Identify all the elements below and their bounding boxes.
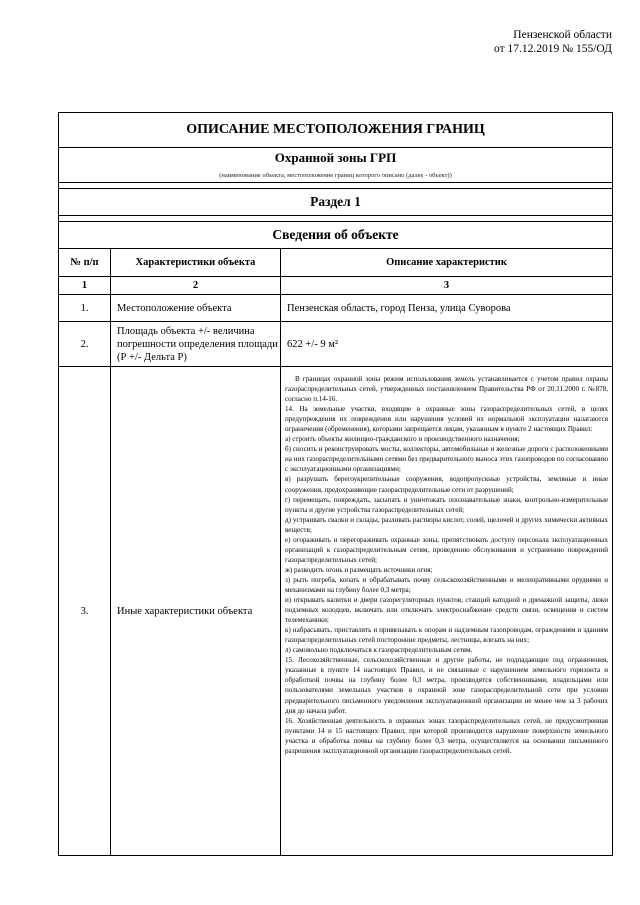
- table-row: [59, 295, 613, 322]
- table-row: [59, 322, 613, 367]
- paragraph: 16. Хозяйственная деятельность в охранных зонах газораспределительных сетей, не предусмотренная пунктами 14 и 15 настоящих Правил, при которой производится нарушение поверхности земельного участка и обработка почвы на глубину более 0,3 метра, осуществляется на основании письменного разрешения эксплуатационной организации газораспределительных сетей.: [285, 716, 609, 755]
- column-header-number: № п/п: [59, 249, 111, 277]
- subtitle-caption: (наименование объекта, местоположение границ которого описано (далее - объект)): [59, 169, 613, 183]
- paragraph: е) огораживать и перегораживать охранные зоны, препятствовать доступу персонала эксплуатационных организаций к газораспределительным сетям, проведению обслуживания и устранению повреждений газораспределительных сетей;: [285, 535, 609, 564]
- paragraph: 14. На земельные участки, входящие в охранные зоны газораспределительных сетей, в целях предупреждения их повреждения или нарушения условий их нормальной эксплуатации налагаются ограничения (обременения), которыми запрещается лицам, указанным в пункте 2 настоящих Правил:: [285, 405, 609, 434]
- column-number: 1: [59, 277, 111, 295]
- subtitle-row: [59, 148, 613, 170]
- row-characteristic: Площадь объекта +/- величина погрешности определения площади (Р +/- Дельта Р): [111, 322, 281, 367]
- row-number: 1.: [59, 295, 111, 322]
- row-number: 3.: [59, 367, 111, 856]
- paragraph: ж) разводить огонь и размещать источники огня;: [285, 565, 433, 574]
- paragraph: б) сносить и реконструировать мосты, коллекторы, автомобильные и железные дороги с расположенными на них газораспределительными сетями без предварительного выноса этих газопроводов по согласованию с эксплуатационными организациями;: [285, 445, 609, 474]
- section-title-row: [59, 222, 613, 249]
- column-number: 2: [111, 277, 281, 295]
- row-characteristic: Местоположение объекта: [111, 295, 281, 322]
- column-number: 3: [281, 277, 613, 295]
- column-number-row: [59, 277, 613, 295]
- restrictions-text: [281, 367, 612, 756]
- column-header-characteristic: Характеристики объекта: [111, 249, 281, 277]
- paragraph: в) разрушать берегоукрепительные сооружения, водопропускные устройства, земляные и иные сооружения, предохраняющие газораспределительные сети от разрушений;: [285, 475, 609, 494]
- paragraph: з) рыть погреба, копать и обрабатывать почву сельскохозяйственными и мелиоративными орудиями и механизмами на глубину более 0,3 метра;: [285, 575, 609, 594]
- table-row: [59, 367, 613, 856]
- row-description: Пензенская область, город Пенза, улица Суворова: [281, 295, 613, 322]
- column-header-row: [59, 249, 613, 277]
- paragraph: г) перемещать, повреждать, засыпать и уничтожать опознавательные знаки, контрольно-измерительные пункты и другие устройства газораспределительных сетей;: [285, 495, 609, 514]
- paragraph: а) строить объекты жилищно-гражданского и производственного назначения;: [285, 435, 520, 444]
- section-heading: Раздел 1: [59, 189, 613, 216]
- section-title: Сведения об объекте: [59, 222, 613, 249]
- boundary-description-table: [58, 112, 613, 856]
- caption-row: [59, 169, 613, 183]
- header-region-line: Пензенской области: [513, 29, 612, 41]
- paragraph: В границах охранной зоны режим использования земель устанавливается с учетом правил охраны газораспределительных сетей, утвержденных постановлением Правительства РФ от 20.11.2000 г. №878, согласно п.14-16.: [285, 375, 609, 404]
- column-header-description: Описание характеристик: [281, 249, 613, 277]
- row-description: 622 +/- 9 м²: [281, 322, 613, 367]
- section-row: [59, 189, 613, 216]
- object-subtitle: Охранной зоны ГРП: [59, 148, 613, 170]
- row-characteristic: Иные характеристики объекта: [111, 367, 281, 856]
- title-row: [59, 113, 613, 148]
- paragraph: д) устраивать свалки и склады, разливать растворы кислот, солей, щелочей и других химически активных веществ;: [285, 515, 609, 534]
- paragraph: и) открывать калитки и двери газорегуляторных пунктов, станций катодной и дренажной защиты, люки подземных колодцев, включать или отключать электроснабжение средств связи, освещения и систем телемеханики;: [285, 596, 609, 625]
- row-number: 2.: [59, 322, 111, 367]
- paragraph: 15. Лесохозяйственные, сельскохозяйственные и другие работы, не подпадающие под ограничения, указанные в пункте 14 настоящих Правил, и не связанные с нарушением земельного горизонта и обработкой почвы на глубину более 0,3 метра, производятся собственниками, владельцами или пользователями земельных участков в охранной зоне газораспределительной сети при условии предварительного письменного уведомления эксплуатационной организации не менее чем за 3 рабочих дня до начала работ.: [285, 656, 609, 715]
- paragraph: л) самовольно подключаться к газораспределительным сетям.: [285, 646, 473, 655]
- document-title: ОПИСАНИЕ МЕСТОПОЛОЖЕНИЯ ГРАНИЦ: [59, 113, 613, 148]
- paragraph: к) набрасывать, приставлять и привязывать к опорам и надземным газопроводам, ограждениям и зданиям газораспределительных сетей посторонние предметы, лестницы, влезать на них;: [285, 626, 609, 645]
- header-order-line: от 17.12.2019 № 155/ОД: [494, 43, 612, 55]
- row-description: [281, 367, 613, 856]
- document-header: [494, 28, 612, 56]
